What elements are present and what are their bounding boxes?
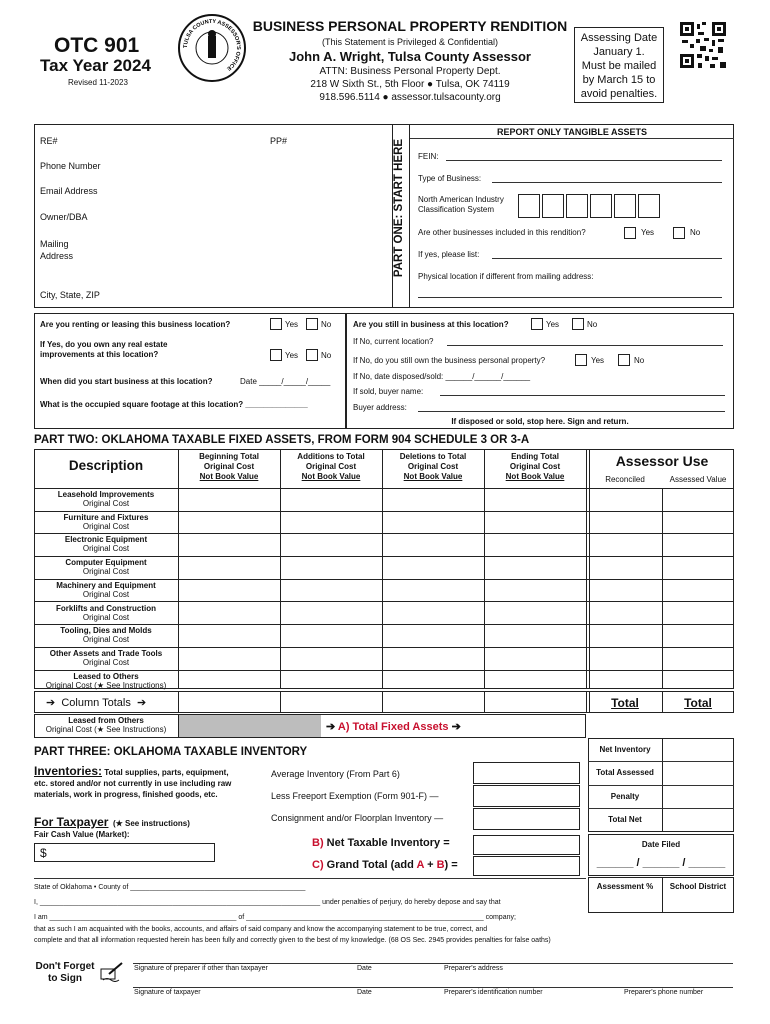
date-filed-blank[interactable]: ______ / ______ / ______ [596,857,726,869]
column-header-line: Deletions to Total [399,452,467,461]
acquaintance-text-1: that as such I am acquainted with the books, accounts, and affairs of said company and know the accompanying statement to be true, correct, and [34,926,488,933]
still-own-question: If No, do you still own the business personal property? [353,356,546,365]
freeport-exemption-input[interactable] [473,785,580,807]
assessment-percent-label: Assessment % [596,882,654,891]
fair-cash-input[interactable] [34,843,215,862]
grand-total-text: Grand Total (add [323,859,417,871]
row-sublabel: Original Cost (★ See Instructions) [45,725,167,734]
school-district-label: School District [669,882,727,891]
taxpayer-date-label: Date [357,989,372,996]
qr-code-icon[interactable] [680,22,726,68]
ending-total-header [484,452,586,482]
city-label: City, State, ZIP [40,290,100,300]
table-row[interactable] [34,603,734,626]
type-business-label: Type of Business: [418,174,482,183]
tax-year: Tax Year 2024 [40,56,151,75]
row-sublabel: Original Cost [82,612,130,622]
assessed-total: Total [684,696,712,710]
grand-total-letter: C) [312,859,324,871]
consignment-label: Consignment and/or Floorplan Inventory — [271,813,444,823]
re-label: RE# [40,136,58,146]
renting-yes-label: Yes [285,320,299,329]
notice-line: avoid penalties. [580,88,658,100]
grand-total-b: B [436,859,445,871]
email-label: Email Address [40,186,98,196]
naics-digit-box[interactable] [614,194,636,218]
company-role-line[interactable]: I am ________________________________________________ of _____________________________________________________________ company; [34,914,516,921]
buyer-address-label: Buyer address: [353,403,407,412]
still-business-no-label: No [587,320,598,329]
still-business-no-checkbox[interactable] [572,318,584,330]
office-address: 218 W Sixth St., 5th Floor ● Tulsa, OK 74119 [310,79,510,90]
column-header-line: Additions to Total [297,452,365,461]
attn-line: ATTN: Business Personal Property Dept. [319,66,501,77]
row-label: Furniture and Fixtures [63,512,149,522]
grand-total-input[interactable] [473,856,580,876]
net-taxable-text: Net Taxable Inventory = [323,837,450,849]
fein-label: FEIN: [418,152,439,161]
additions-header [280,452,382,482]
still-own-no-label: No [634,356,645,365]
grand-total-plus: + [424,859,437,871]
naics-digit-box[interactable] [518,194,540,218]
current-location-label: If No, current location? [353,337,434,346]
description-header: Description [68,458,144,473]
column-header-line: Ending Total [511,452,559,461]
current-location-line[interactable] [447,345,723,346]
declarant-line[interactable]: I, ________________________________________________________________________ under penalties of perjury, do hereby depose and say that [34,899,501,906]
preparer-id-label: Preparer's identification number [444,989,543,996]
other-business-yes-checkbox[interactable] [624,227,636,239]
renting-question: Are you renting or leasing this business location? [40,320,231,329]
leased-from-gray-cell [179,715,321,737]
inventories-text: etc. stored and/or not currently in use including raw [34,779,232,788]
preparer-phone-label: Preparer's phone number [624,989,704,996]
revised-date: Revised 11-2023 [68,78,128,87]
net-inventory-label: Net Inventory [599,745,651,754]
question-line: improvements at this location? [40,350,159,359]
naics-digit-box[interactable] [638,194,660,218]
other-business-no-checkbox[interactable] [673,227,685,239]
naics-digit-box[interactable] [542,194,564,218]
question-line: If Yes, do you own any real estate [40,340,168,349]
mailing-label-line: Mailing [40,239,69,249]
preparer-address-label: Preparer's address [444,965,503,972]
state-county-line[interactable]: State of Oklahoma • County of _____________________________________________ [34,884,306,891]
naics-label-line: Classification System [418,205,495,214]
part-two-title: PART TWO: OKLAHOMA TAXABLE FIXED ASSETS, FROM FORM 904 SCHEDULE 3 OR 3-A [34,434,530,446]
naics-digit-box[interactable] [566,194,588,218]
contact-line: 918.596.5114 ● assessor.tulsacounty.org [319,92,501,103]
grand-total-label [312,859,458,871]
still-own-yes-label: Yes [591,356,605,365]
table-row[interactable] [34,489,734,512]
buyer-address-line[interactable] [418,411,725,412]
phone-label: Phone Number [40,161,101,171]
see-instructions-note: (★ See instructions) [112,819,190,828]
column-header-line: Not Book Value [301,472,361,481]
row-sublabel: Original Cost [82,657,130,667]
still-own-no-checkbox[interactable] [618,354,630,366]
naics-label [418,195,504,215]
date-filed-label: Date Filed [641,840,681,849]
arrow-right-icon: ➔ [326,721,336,733]
row-sublabel: Original Cost [82,544,130,554]
other-business-question: Are other businesses included in this rendition? [418,228,586,237]
acquaintance-text-2: complete and that all information requested herein has been fully and correctly given to the best of my knowledge. (68 OS Sec. 2945 provides penalties for false oaths) [34,937,551,944]
notice-line: by March 15 to [582,74,656,86]
dont-forget-note [30,961,100,985]
date-disposed-field[interactable]: If No, date disposed/sold: ______/______/______ [353,372,531,381]
assessed-value-header: Assessed Value [669,475,727,484]
physical-location-line[interactable] [418,297,722,298]
reconciled-total: Total [611,696,639,710]
renting-no-checkbox[interactable] [306,318,318,330]
column-header-line: Not Book Value [505,472,565,481]
privileged-note: (This Statement is Privileged & Confidential) [321,37,499,47]
column-header-line: Original Cost [509,462,561,471]
freeport-exemption-label: Less Freeport Exemption (Form 901-F) — [271,791,439,801]
owner-label: Owner/DBA [40,212,88,222]
column-totals-text: Column Totals [61,697,131,709]
own-real-estate-question [40,340,167,360]
still-business-yes-label: Yes [546,320,560,329]
form-number: OTC 901 [54,34,140,57]
for-taxpayer-heading [34,813,190,831]
table-row[interactable] [34,648,734,671]
type-business-line[interactable] [492,182,722,183]
table-row[interactable] [34,625,734,648]
row-label: Leased from Others [68,716,144,725]
preparer-date-label: Date [357,965,372,972]
dollar-sign: $ [40,846,47,860]
grand-total-a: A [416,859,425,871]
reconciled-header: Reconciled [605,475,645,484]
row-sublabel: Original Cost [82,635,130,645]
physical-location-label: Physical location if different from mailing address: [418,272,594,281]
average-inventory-input[interactable] [473,762,580,784]
assessor-use-header: Assessor Use [615,453,709,469]
leased-from-label [34,716,178,734]
dont-forget-line: Don't Forget [35,961,95,972]
taxpayer-signature-label: Signature of taxpayer [134,989,201,996]
penalty-label: Penalty [610,792,640,801]
row-label: Other Assets and Trade Tools [49,648,163,658]
inventories-text: Total supplies, parts, equipment, [102,768,229,777]
fixed-assets-text: A) Total Fixed Assets [337,721,449,733]
row-sublabel: Original Cost [82,589,130,599]
notice-line: Assessing Date [580,32,658,44]
still-in-business-question: Are you still in business at this location? [353,320,509,329]
assessing-date-notice [574,27,664,103]
net-taxable-label [312,837,450,849]
row-label: Computer Equipment [65,558,147,568]
for-taxpayer-text: For Taxpayer [34,815,109,829]
fair-cash-label: Fair Cash Value (Market): [34,830,130,839]
own-real-no-label: No [321,351,332,360]
renting-yes-checkbox[interactable] [270,318,282,330]
inventories-text: materials, work in progress, finished goods, etc. [34,790,218,799]
pen-sign-icon [100,960,126,982]
assessor-name: John A. Wright, Tulsa County Assessor [289,49,531,64]
own-real-no-checkbox[interactable] [306,349,318,361]
net-taxable-input[interactable] [473,835,580,855]
table-row[interactable] [34,534,734,557]
own-real-yes-label: Yes [285,351,299,360]
table-row[interactable] [34,671,734,694]
naics-digit-box[interactable] [590,194,612,218]
mailing-label-line: Address [40,251,74,261]
buyer-name-line[interactable] [440,395,725,396]
row-label: Leasehold Improvements [57,490,155,499]
naics-label-line: North American Industry [418,195,504,204]
row-sublabel: Original Cost [82,499,130,508]
renting-no-label: No [321,320,332,329]
table-row[interactable] [34,557,734,580]
mailing-label [40,238,73,262]
preparer-signature-label: Signature of preparer if other than taxpayer [134,965,268,972]
row-label: Machinery and Equipment [56,580,156,590]
inventories-heading: Inventories: [34,764,103,778]
notice-line: Must be mailed [581,60,657,72]
row-label: Electronic Equipment [64,535,148,545]
location-questions-box [34,313,346,429]
beginning-total-header [178,452,280,482]
svg-text:TULSA COUNTY ASSESSOR'S OFFICE: TULSA COUNTY ASSESSOR'S OFFICE [182,18,242,72]
column-header-line: Original Cost [407,462,459,471]
still-own-yes-checkbox[interactable] [575,354,587,366]
inventories-description [34,766,264,800]
row-sublabel: Original Cost (★ See Instructions) [45,680,167,690]
row-label: Leased to Others [73,671,139,681]
row-label: Tooling, Dies and Molds [60,626,152,636]
column-header-line: Original Cost [203,462,255,471]
naics-code-boxes[interactable] [518,194,660,218]
buyer-name-label: If sold, buyer name: [353,387,424,396]
column-header-line: Not Book Value [403,472,463,481]
pp-label: PP# [270,136,288,146]
column-header-line: Not Book Value [199,472,259,481]
arrow-right-icon: ➔ [451,721,461,733]
other-business-no-label: No [690,228,701,237]
total-net-label: Total Net [608,815,642,824]
if-yes-list-line[interactable] [492,258,722,259]
column-header-line: Original Cost [305,462,357,471]
total-fixed-assets-label [326,720,461,733]
row-label: Forklifts and Construction [56,603,156,613]
arrow-right-icon: ➔ [46,697,56,709]
table-row[interactable] [34,512,734,535]
net-taxable-letter: B) [312,837,324,849]
fein-line[interactable] [446,160,722,161]
column-header-line: Beginning Total [199,452,259,461]
total-assessed-label: Total Assessed [596,768,654,777]
arrow-right-icon: ➔ [136,697,147,709]
table-row[interactable] [34,580,734,603]
tangible-assets-title: REPORT ONLY TANGIBLE ASSETS [496,127,648,137]
square-footage-question[interactable]: What is the occupied square footage at this location? ______________ [40,400,308,409]
dont-forget-line: to Sign [48,973,82,984]
start-date-question: When did you start business at this location? [40,377,213,386]
start-date-field[interactable]: Date _____/_____/_____ [240,377,331,386]
if-yes-list-label: If yes, please list: [418,250,480,259]
row-sublabel: Original Cost [82,567,130,577]
stop-here-note: If disposed or sold, stop here. Sign and return. [451,417,629,426]
part-three-title: PART THREE: OKLAHOMA TAXABLE INVENTORY [34,746,308,758]
notice-line: January 1. [593,46,645,58]
average-inventory-label: Average Inventory (From Part 6) [271,769,400,779]
grand-total-end: ) = [444,859,458,871]
still-business-yes-checkbox[interactable] [531,318,543,330]
part-one-label: PART ONE: START HERE [393,138,405,278]
own-real-yes-checkbox[interactable] [270,349,282,361]
deletions-header [382,452,484,482]
form-title: BUSINESS PERSONAL PROPERTY RENDITION [252,18,568,34]
column-totals-label [46,696,146,709]
consignment-input[interactable] [473,808,580,830]
other-business-yes-label: Yes [641,228,655,237]
county-seal-icon [178,14,246,82]
row-sublabel: Original Cost [82,521,130,531]
